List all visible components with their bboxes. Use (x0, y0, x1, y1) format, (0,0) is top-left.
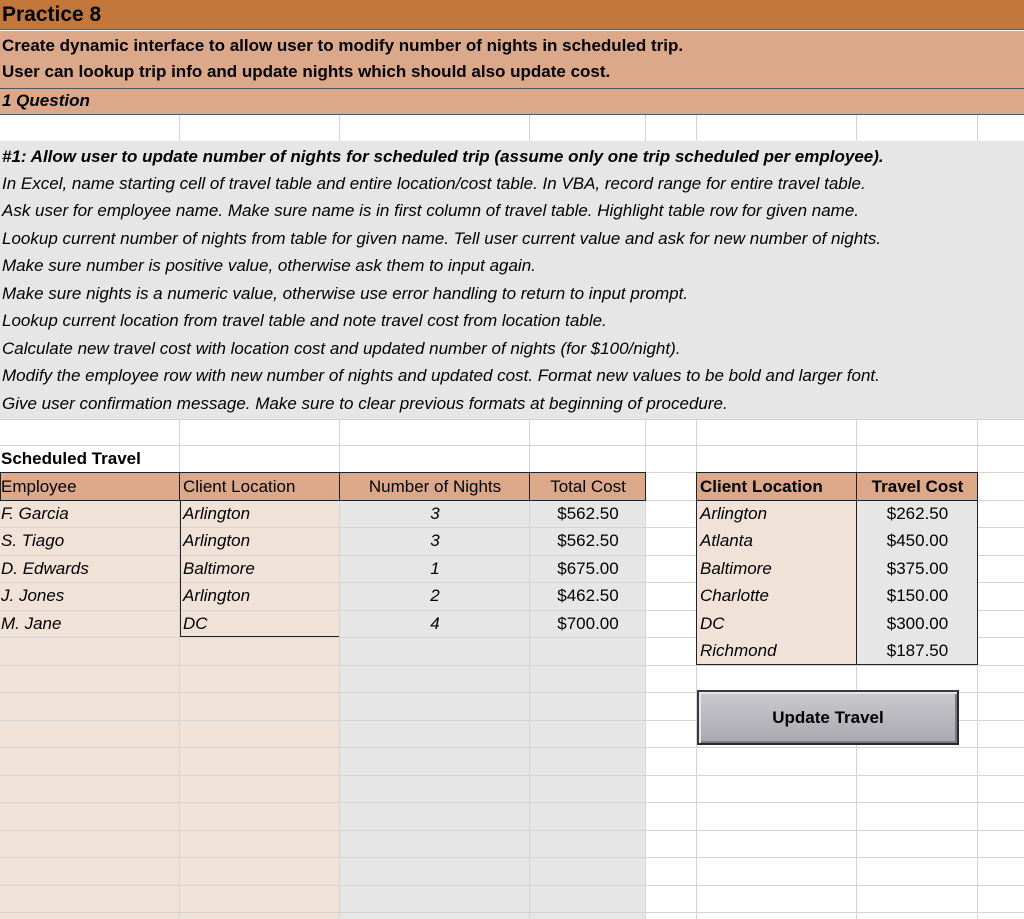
header-divider (179, 472, 180, 501)
table-cell-location[interactable]: Arlington (183, 586, 251, 605)
grid-row-line (0, 912, 1024, 913)
table-cell-cost[interactable]: $562.50 (557, 531, 619, 550)
table-cell-nights[interactable]: 1 (430, 559, 440, 578)
question-band (0, 88, 1024, 115)
table-cell-cost[interactable]: $675.00 (557, 559, 619, 578)
table-cell-employee[interactable]: J. Jones (1, 586, 65, 605)
table-cell-location[interactable]: Arlington (183, 531, 251, 550)
table-cell-nights[interactable]: 3 (430, 531, 440, 550)
location-cell-cost[interactable]: $450.00 (886, 531, 949, 550)
table-cell-cost[interactable]: $462.50 (557, 586, 619, 605)
table-cell-nights[interactable]: 4 (430, 614, 440, 633)
location-cell-cost[interactable]: $375.00 (886, 559, 949, 578)
table-cell-location[interactable]: Baltimore (183, 559, 255, 578)
location-cell-name[interactable]: DC (700, 614, 725, 633)
instruction-line: Make sure number is positive value, otherwise ask them to input again. (2, 256, 536, 275)
instruction-line: Calculate new travel cost with location cost and updated number of nights (for $100/night). (2, 339, 681, 358)
location-header-cost[interactable]: Travel Cost (871, 477, 964, 496)
instruction-line: Give user confirmation message. Make sure to clear previous formats at beginning of procedure. (2, 394, 728, 413)
description-line-1: Create dynamic interface to allow user to modify number of nights in scheduled trip. (2, 36, 684, 55)
instruction-line: #1: Allow user to update number of nights for scheduled trip (assume only one trip scheduled per employee). (2, 147, 884, 166)
table-cell-location[interactable]: Arlington (183, 504, 251, 523)
table-cell-employee[interactable]: S. Tiago (1, 531, 65, 550)
location-cell-cost[interactable]: $150.00 (886, 586, 949, 605)
travel-header-location[interactable]: Client Location (183, 477, 296, 496)
location-header-location[interactable]: Client Location (700, 477, 823, 496)
grid-row-line (0, 830, 1024, 831)
description-line-2: User can lookup trip info and update nights which should also update cost. (2, 62, 611, 81)
instruction-line: In Excel, name starting cell of travel table and entire location/cost table. In VBA, record range for entire travel table. (2, 174, 866, 193)
grid-row-line (0, 445, 1024, 446)
table-cell-nights[interactable]: 3 (430, 504, 440, 523)
header-divider (339, 472, 340, 501)
location-cell-cost[interactable]: $300.00 (886, 614, 949, 633)
table-cell-cost[interactable]: $700.00 (557, 614, 619, 633)
grid-row-line (0, 857, 1024, 858)
location-cell-name[interactable]: Charlotte (700, 586, 769, 605)
location-cell-cost[interactable]: $187.50 (886, 641, 949, 660)
grid-row-line (0, 665, 1024, 666)
title-band (0, 0, 1024, 30)
scheduled-travel-title: Scheduled Travel (1, 449, 141, 468)
travel-header-cost[interactable]: Total Cost (550, 477, 626, 496)
table-cell-employee[interactable]: M. Jane (1, 614, 62, 633)
table-cell-nights[interactable]: 2 (430, 586, 440, 605)
grid-row-line (0, 419, 1024, 420)
page-title: Practice 8 (2, 3, 102, 26)
location-cell-cost[interactable]: $262.50 (886, 504, 949, 523)
table-cell-cost[interactable]: $562.50 (557, 504, 619, 523)
travel-header-nights[interactable]: Number of Nights (368, 477, 502, 496)
table-cell-employee[interactable]: D. Edwards (1, 559, 89, 578)
grid-row-line (0, 885, 1024, 886)
grid-row-line (0, 775, 1024, 776)
instruction-line: Ask user for employee name. Make sure name is in first column of travel table. Highlight table row for given name. (2, 201, 859, 220)
instruction-line: Modify the employee row with new number of nights and updated cost. Format new values to be bold and larger font. (2, 366, 880, 385)
location-cell-name[interactable]: Arlington (700, 504, 768, 523)
question-count: 1 Question (2, 91, 90, 110)
table-cell-employee[interactable]: F. Garcia (1, 504, 69, 523)
table-cell-location[interactable]: DC (183, 614, 208, 633)
update-travel-button[interactable]: Update Travel (697, 690, 959, 745)
grid-row-line (0, 747, 1024, 748)
location-cell-name[interactable]: Richmond (700, 641, 777, 660)
location-cell-name[interactable]: Baltimore (700, 559, 772, 578)
travel-header-employee[interactable]: Employee (1, 477, 77, 496)
grid-row-line (0, 802, 1024, 803)
instruction-line: Lookup current number of nights from table for given name. Tell user current value and ask for new number of nights. (2, 229, 882, 248)
instruction-line: Lookup current location from travel table and note travel cost from location table. (2, 311, 607, 330)
header-divider (529, 472, 530, 501)
instruction-line: Make sure nights is a numeric value, otherwise use error handling to return to input prompt. (2, 284, 689, 303)
location-cells-border (180, 500, 339, 637)
header-divider (0, 114, 1024, 115)
location-cell-name[interactable]: Atlanta (700, 531, 753, 550)
